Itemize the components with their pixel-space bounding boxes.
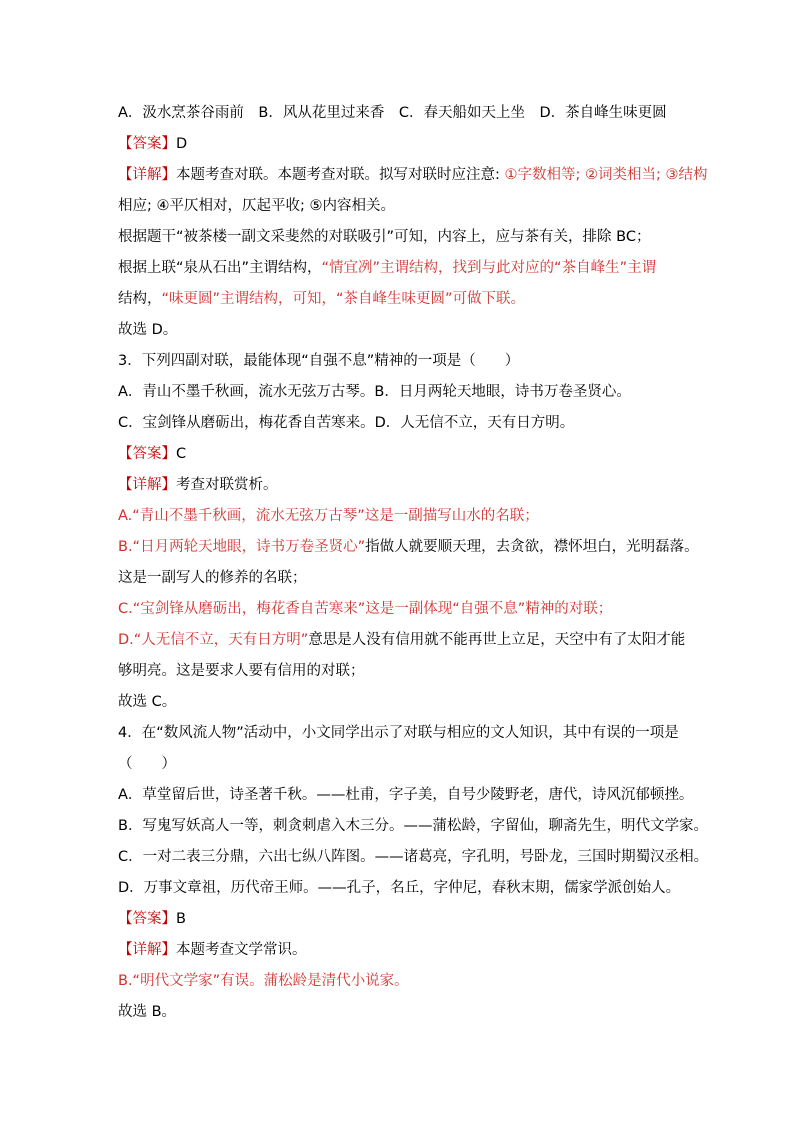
answer-value: C	[176, 446, 187, 462]
answer-value: B	[176, 911, 186, 927]
q4-answer-line	[118, 909, 186, 929]
q4-conclusion: 故选 B。	[118, 1004, 177, 1020]
q4-option-b: B．写鬼写妖高人一等，刺贪刺虐入木三分。——蒲松龄，字留仙，聊斋先生，明代文学家。	[118, 818, 708, 834]
q4-detail-title: 【详解】本题考查文学常识。	[118, 942, 307, 958]
q4-question: 4．在“数风流人物”活动中，小文同学出示了对联与相应的文人知识，其中有误的一项是	[118, 725, 679, 741]
q3-detail-title: 【详解】考查对联赏析。	[118, 477, 278, 493]
q2-answer-line	[118, 134, 187, 154]
q3-detail-c: C.“宝剑锋从磨砺出，梅花香自苦寒来”这是一副体现“自强不息”精神的对联；	[118, 601, 613, 617]
q2-detail-line-3: 根据题干“被茶楼一副文采斐然的对联吸引”可知，内容上，应与茶有关，排除 BC；	[118, 229, 651, 245]
detail-tag: 【详解】	[118, 167, 176, 183]
q2-detail-line-4: 根据上联“泉从石出”主谓结构，“情宜冽”主谓结构，找到与此对应的“茶自峰生”主谓	[118, 260, 657, 276]
answer-tag: 【答案】	[118, 446, 176, 462]
q2-detail-line-2: 相应; ④平仄相对，仄起平收; ⑤内容相关。	[118, 198, 395, 214]
q4-detail-b: B.“明代文学家”有误。蒲松龄是清代小说家。	[118, 973, 409, 989]
q2-detail-line-1: 【详解】本题考查对联。本题考查对联。拟写对联时应注意: ①字数相等; ②词类相当; ③结构	[118, 167, 708, 183]
detail-tag: 【详解】	[118, 942, 176, 958]
q3-detail-b: B.“日月两轮天地眼，诗书万卷圣贤心”指做人就要顺天理，去贪欲，襟怀坦白，光明磊落。	[118, 539, 699, 555]
q3-detail-b-2: 这是一副写人的修养的名联；	[118, 570, 307, 586]
q3-detail-d: D.“人无信不立，天有日方明”意思是人没有信用就不能再世上立足，天空中有了太阳才能	[118, 632, 686, 648]
q3-conclusion: 故选 C。	[118, 694, 177, 710]
answer-tag: 【答案】	[118, 911, 176, 927]
q3-detail-a: A.“青山不墨千秋画，流水无弦万古琴”这是一副描写山水的名联；	[118, 508, 539, 524]
q4-question-paren: （ ）	[118, 756, 176, 772]
detail-tag: 【详解】	[118, 477, 176, 493]
q3-detail-d-2: 够明亮。这是要求人要有信用的对联；	[118, 663, 365, 679]
q3-options-ab: A．青山不墨千秋画，流水无弦万古琴。B．日月两轮天地眼，诗书万卷圣贤心。	[118, 384, 631, 400]
q2-detail-line-5: 结构，“味更圆”主谓结构，可知，“茶自峰生味更圆”可做下联。	[118, 291, 526, 307]
q3-answer-line	[118, 444, 186, 464]
q4-option-d: D．万事文章祖，历代帝王师。——孔子，名丘，字仲尼，春秋末期，儒家学派创始人。	[118, 880, 681, 896]
q2-options: A．汲水烹茶谷雨前 B．风从花里过来香 C．春天船如天上坐 D．茶自峰生味更圆	[118, 105, 667, 121]
q4-option-a: A．草堂留后世，诗圣著千秋。——杜甫，字子美，自号少陵野老，唐代，诗风沉郁顿挫。	[118, 787, 694, 803]
q2-conclusion: 故选 D。	[118, 322, 178, 338]
q3-options-cd: C．宝剑锋从磨砺出，梅花香自苦寒来。D．人无信不立，天有日方明。	[118, 415, 575, 431]
q3-question: 3．下列四副对联，最能体现“自强不息”精神的一项是（ ）	[118, 353, 520, 369]
q4-option-c: C．一对二表三分鼎，六出七纵八阵图。——诸葛亮，字孔明，号卧龙，三国时期蜀汉丞相。	[118, 849, 709, 865]
answer-value: D	[176, 136, 188, 152]
answer-tag: 【答案】	[118, 136, 176, 152]
